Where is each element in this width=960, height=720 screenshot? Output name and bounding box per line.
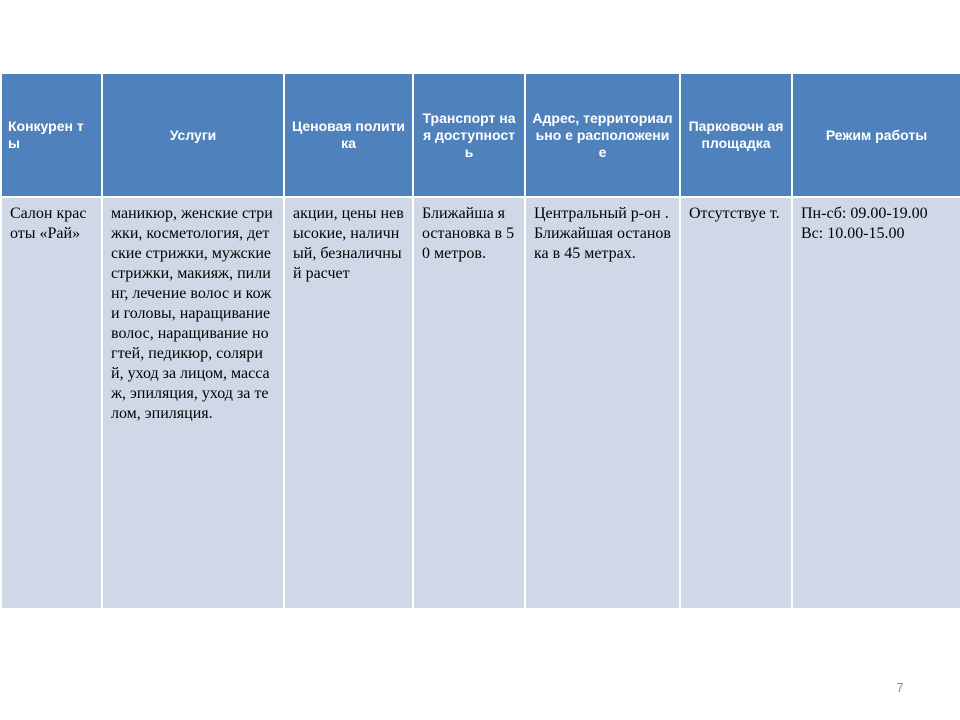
hours-weekdays: Пн-сб: 09.00-19.00 [801, 205, 928, 222]
header-pricing-policy: Ценовая политика [285, 74, 412, 196]
header-transport-access: Транспорт ная доступност ь [414, 74, 524, 196]
page-number: 7 [896, 680, 904, 695]
hours-sunday: Вс: 10.00-15.00 [801, 225, 905, 242]
cell-address: Центральный р-он . Ближайшая остановка в 45 метрах. [526, 198, 679, 608]
cell-transport: Ближайша я остановка в 50 метров. [414, 198, 524, 608]
cell-services: маникюр, женские стрижки, косметология, детские стрижки, мужские стрижки, макияж, пилинг, лечение волос и кожи головы, наращивание волос, наращивание ногтей, педикюр, солярий, уход за лицом, массаж, эпиляция, уход за телом, эпиляция. [103, 198, 283, 608]
table-row [2, 198, 960, 608]
header-parking: Парковочн ая площадка [681, 74, 791, 196]
cell-working-hours [793, 198, 960, 608]
header-services: Услуги [103, 74, 283, 196]
header-address: Адрес, территориально е расположение [526, 74, 679, 196]
header-competitors: Конкурен ты [2, 74, 101, 196]
competitor-analysis-table [0, 72, 960, 610]
cell-parking: Отсутствуе т. [681, 198, 791, 608]
cell-pricing: акции, цены невысокие, наличный, безналичный расчет [285, 198, 412, 608]
table-header-row [2, 74, 960, 196]
cell-competitor: Салон красоты «Рай» [2, 198, 101, 608]
header-working-hours: Режим работы [793, 74, 960, 196]
